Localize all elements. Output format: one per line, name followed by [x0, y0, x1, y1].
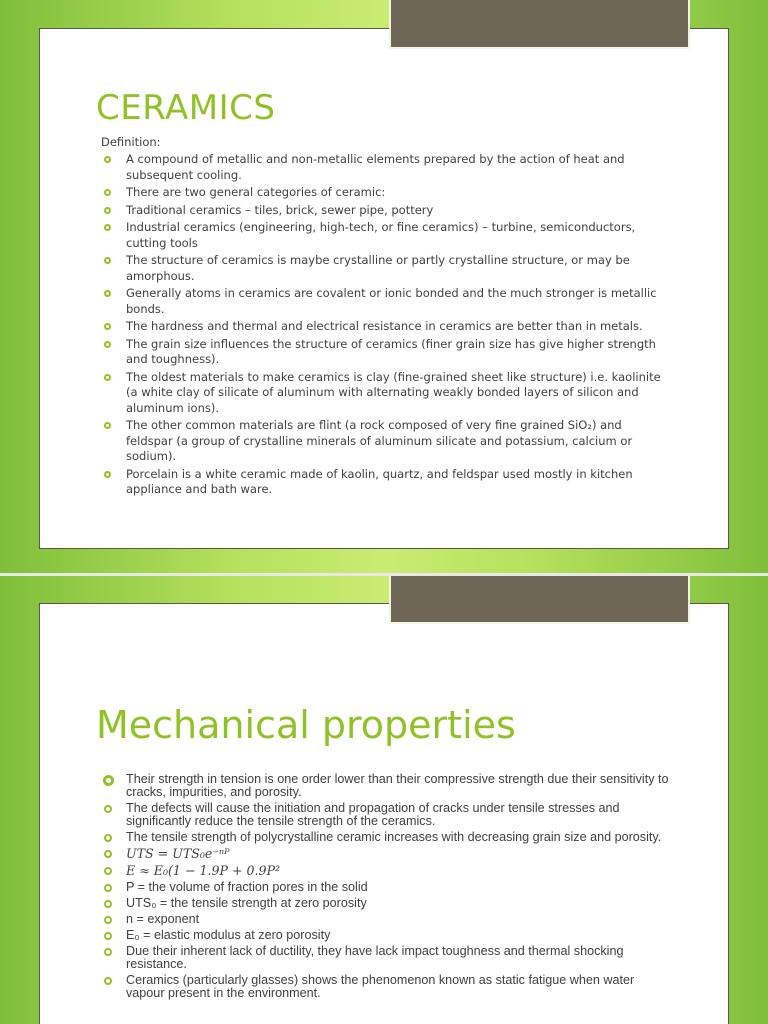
bullet-circle-icon [104, 805, 112, 813]
list-item: n = exponent [104, 913, 672, 926]
slide-title: CERAMICS [96, 88, 276, 128]
bullet-circle-icon [104, 900, 112, 908]
list-item: Ceramics (particularly glasses) shows the phenomenon known as static fatigue when water vapour present in the environment. [104, 974, 672, 1000]
bullet-circle-icon [104, 932, 112, 940]
list-item: Due their inherent lack of ductility, they have lack impact toughness and thermal shocking resistance. [104, 945, 672, 971]
bullet-circle-icon [104, 884, 112, 892]
bullet-circle-icon [104, 207, 111, 214]
list-item: The oldest materials to make ceramics is clay (fine-grained sheet like structure) i.e. kaolinite (a white clay of silicate of aluminum with alternating weakly bonded layers of silicon and aluminum ions). [104, 370, 664, 417]
bullet-circle-icon [104, 323, 111, 330]
slide-header-tab [389, 0, 690, 49]
list-item: Traditional ceramics – tiles, brick, sewer pipe, pottery [104, 203, 664, 219]
list-item: E₀ = elastic modulus at zero porosity [104, 929, 672, 942]
slide-title: Mechanical properties [96, 703, 516, 747]
bullet-circle-icon [104, 257, 111, 264]
bullet-circle-icon [104, 422, 111, 429]
bullet-circle-icon [104, 850, 112, 858]
modulus-formula: E ≈ E₀(1 − 1.9P + 0.9P² [126, 863, 281, 878]
bullet-circle-icon [104, 341, 111, 348]
bullet-circle-icon [103, 775, 114, 786]
bullet-circle-icon [104, 189, 111, 196]
bullet-circle-icon [104, 867, 112, 875]
list-item: Their strength in tension is one order lower than their compressive strength due their sensitivity to cracks, impurities, and porosity. [104, 773, 672, 799]
list-item: The hardness and thermal and electrical resistance in ceramics are better than in metals. [104, 319, 664, 335]
definition-label: Definition: [101, 135, 161, 149]
list-item: Porcelain is a white ceramic made of kaolin, quartz, and feldspar used mostly in kitchen appliance and bath ware. [104, 467, 664, 498]
list-item: The other common materials are flint (a rock composed of very fine grained SiO₂) and feldspar (a group of crystalline minerals of aluminum silicate and potassium, calcium or sodium). [104, 418, 664, 465]
slide-mechanical-properties [0, 576, 768, 1024]
list-item [104, 864, 672, 878]
slide-header-tab [389, 576, 690, 624]
bullet-circle-icon [104, 977, 112, 985]
bullet-circle-icon [104, 156, 111, 163]
bullet-list [104, 152, 664, 500]
list-item: The structure of ceramics is maybe crystalline or partly crystalline structure, or may be amorphous. [104, 253, 664, 284]
list-item: The grain size influences the structure of ceramics (finer grain size has give higher strength and toughness). [104, 337, 664, 368]
bullet-list [104, 773, 672, 1003]
list-item: Generally atoms in ceramics are covalent or ionic bonded and the much stronger is metallic bonds. [104, 286, 664, 317]
bullet-circle-icon [104, 290, 111, 297]
bullet-circle-icon [104, 374, 111, 381]
list-item [104, 847, 672, 861]
bullet-circle-icon [104, 224, 111, 231]
list-item: UTS₀ = the tensile strength at zero porosity [104, 897, 672, 910]
list-item: P = the volume of fraction pores in the solid [104, 881, 672, 894]
bullet-circle-icon [104, 948, 112, 956]
list-item: A compound of metallic and non-metallic elements prepared by the action of heat and subsequent cooling. [104, 152, 664, 183]
uts-formula: UTS = UTS₀e⁻ⁿᴾ [126, 846, 230, 861]
list-item: Industrial ceramics (engineering, high-tech, or fine ceramics) – turbine, semiconductors, cutting tools [104, 220, 664, 251]
bullet-circle-icon [104, 916, 112, 924]
bullet-circle-icon [104, 834, 112, 842]
list-item: The tensile strength of polycrystalline ceramic increases with decreasing grain size and porosity. [104, 831, 672, 844]
list-item: The defects will cause the initiation and propagation of cracks under tensile stresses and significantly reduce the tensile strength of the ceramics. [104, 802, 672, 828]
bullet-circle-icon [104, 471, 111, 478]
list-item: There are two general categories of ceramic: [104, 185, 664, 201]
